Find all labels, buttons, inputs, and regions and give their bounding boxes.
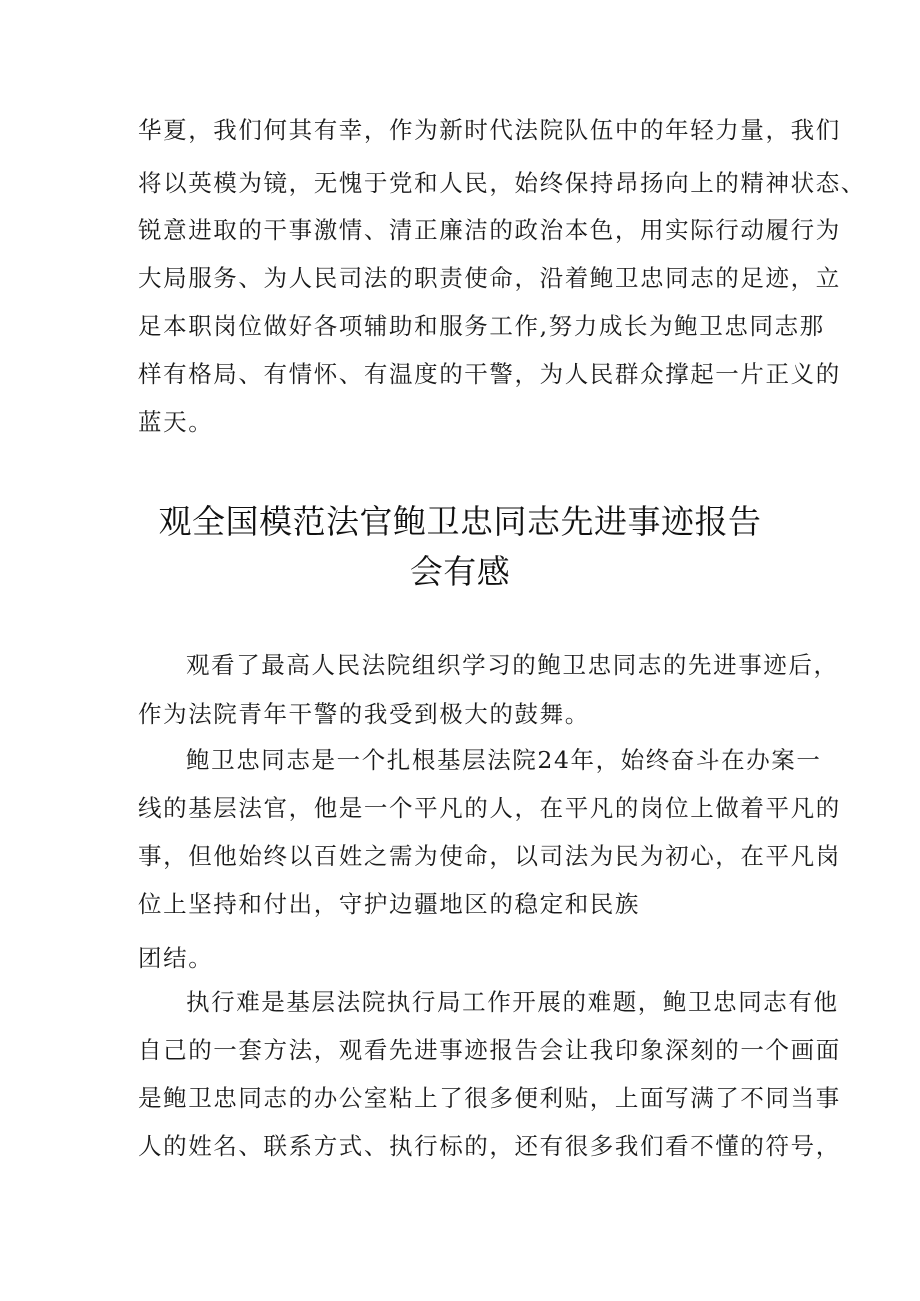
text-line: 样有格局、有情怀、有温度的干警，为人民群众撑起一片正义的 <box>138 360 841 388</box>
text-line: 线的基层法官，他是一个平凡的人，在平凡的岗位上做着平凡的 <box>138 794 841 822</box>
text-line: 鲍卫忠同志是一个扎根基层法院24年，始终奋斗在办案一 <box>186 746 822 774</box>
article-title-line: 观全国模范法官鲍卫忠同志先进事迹报告 <box>158 502 762 541</box>
text-line: 华夏，我们何其有幸，作为新时代法院队伍中的年轻力量，我们 <box>138 116 841 144</box>
text-line: 事，但他始终以百姓之需为使命，以司法为民为初心，在平凡岗 <box>138 842 841 870</box>
text-line: 大局服务、为人民司法的职责使命，沿着鲍卫忠同志的足迹，立 <box>138 264 841 292</box>
text-line: 观看了最高人民法院组织学习的鲍卫忠同志的先进事迹后， <box>186 651 839 679</box>
text-line: 团结。 <box>138 944 214 972</box>
text-line: 将以英模为镜，无愧于党和人民，始终保持昂扬向上的精神状态、 <box>138 169 866 197</box>
text-line: 是鲍卫忠同志的办公室粘上了很多便利贴，上面写满了不同当事 <box>138 1084 841 1112</box>
text-line: 位上坚持和付出，守护边疆地区的稳定和民族 <box>138 890 640 918</box>
text-line: 执行难是基层法院执行局工作开展的难题，鲍卫忠同志有他 <box>186 988 839 1016</box>
text-line: 自己的一套方法，观看先进事迹报告会让我印象深刻的一个画面 <box>138 1036 841 1064</box>
text-line: 锐意进取的干事激情、清正廉洁的政治本色，用实际行动履行为 <box>138 216 841 244</box>
text-line: 作为法院青年干警的我受到极大的鼓舞。 <box>138 700 590 728</box>
text-line: 人的姓名、联系方式、执行标的，还有很多我们看不懂的符号， <box>138 1132 841 1160</box>
text-line: 蓝天。 <box>138 408 214 436</box>
article-title-line: 会有感 <box>409 552 511 591</box>
text-line: 足本职岗位做好各项辅助和服务工作,努力成长为鲍卫忠同志那 <box>138 312 825 340</box>
